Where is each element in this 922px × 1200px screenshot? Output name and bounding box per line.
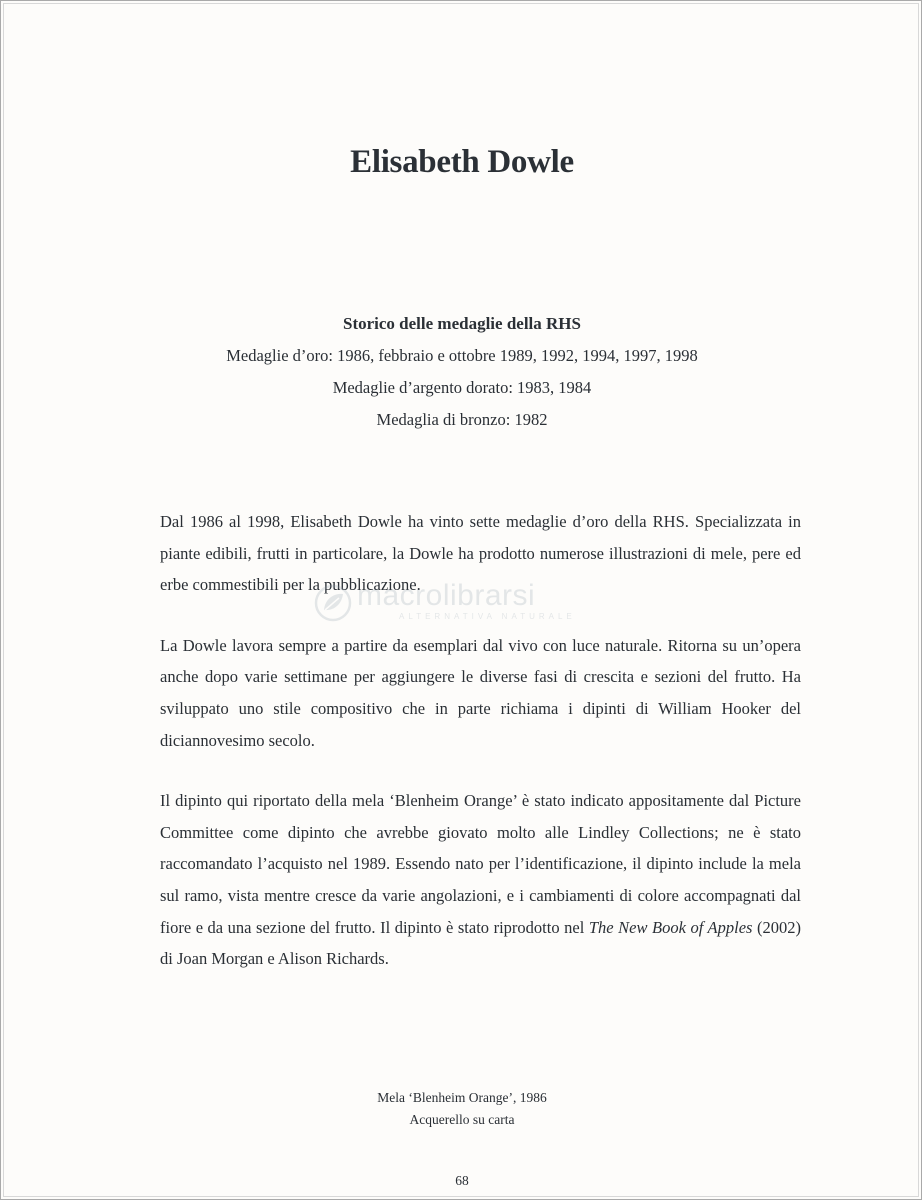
medal-history	[1, 313, 922, 441]
caption-medium: Acquerello su carta	[409, 1112, 515, 1127]
figure-caption	[1, 1087, 922, 1131]
medal-history-heading: Storico delle medaglie della RHS	[343, 314, 581, 333]
paragraph-1: Dal 1986 al 1998, Elisabeth Dowle ha vinto sette medaglie d’oro della RHS. Specializzata in piante edibili, frutti in particolare, la Dowle ha prodotto numerose illustrazioni di mele, pere ed erbe commestibili per la pubblicazione.	[160, 512, 801, 595]
bronze-medal-line: Medaglia di bronzo: 1982	[376, 410, 548, 429]
page-title: Elisabeth Dowle	[350, 144, 574, 180]
watermark-tagline: ALTERNATIVA NATURALE	[399, 612, 576, 621]
page-number: 68	[455, 1173, 469, 1188]
book-title: The New Book of Apples	[588, 917, 753, 937]
body-text	[160, 506, 801, 1004]
caption-title: Mela ‘Blenheim Orange’, 1986	[377, 1090, 547, 1105]
paragraph-3-text-end: (2002) di Joan Morgan e Alison Richards.	[160, 917, 801, 969]
silver-gilt-medals-line: Medaglie d’argento dorato: 1983, 1984	[332, 378, 592, 397]
paragraph-2: La Dowle lavora sempre a partire da esemplari dal vivo con luce naturale. Ritorna su un’opera anche dopo varie settimane per aggiungere le diverse fasi di crescita e sezioni del frutto. Ha sviluppato uno stile compositivo che in parte richiama i dipinti di William Hooker del diciannovesimo secolo.	[160, 635, 801, 750]
paragraph-3-text-start: Il dipinto qui riportato della mela ‘Blenheim Orange’ è stato indicato appositamente dal Picture Committee come dipinto che avrebbe giovato molto alle Lindley Collections; ne è stato raccomandato l’acquisto nel 1989. Essendo nato per l’identificazione, il dipinto include la mela sul ramo, vista mentre cresce da varie angolazioni, e i cambiamenti di colore accompagnati dal fiore e da una sezione del frutto. Il dipinto è stato riprodotto nel	[160, 791, 801, 937]
watermark-brand: macrolibrarsi	[357, 579, 536, 612]
gold-medals-line: Medaglie d’oro: 1986, febbraio e ottobre 1989, 1992, 1994, 1997, 1998	[226, 346, 698, 365]
paragraph-3	[160, 785, 801, 975]
